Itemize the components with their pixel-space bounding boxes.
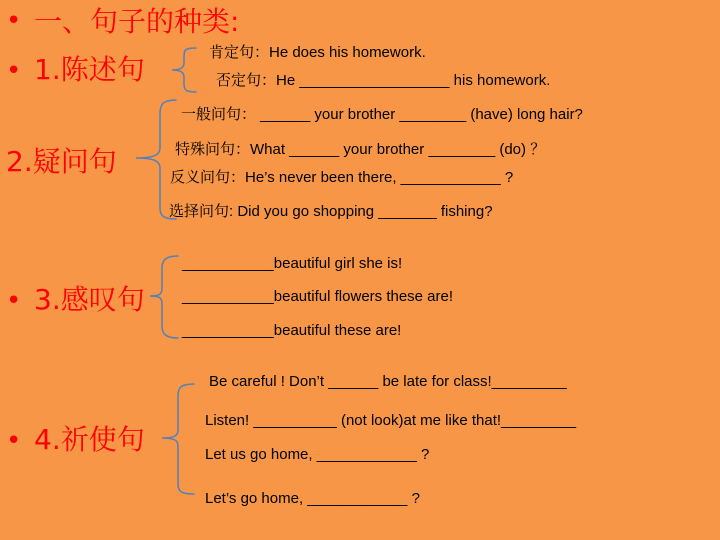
section-4-line-1: Be careful ! Don’t ______ be late for class!_________ <box>209 373 567 390</box>
section-3-heading: 3.感叹句 <box>34 283 145 316</box>
section-3-line-3: ___________beautiful these are! <box>182 322 402 339</box>
section-2-line-3: 反义问句：He’s never been there, ____________ ? <box>170 169 514 186</box>
section-2-heading: 2.疑问句 <box>6 145 117 178</box>
section-2-line-2: 特殊问句：What ______ your brother ________ (do) ？ <box>175 141 546 158</box>
section-3-line-1: ___________beautiful girl she is! <box>182 255 403 272</box>
section-4-line-3: Let us go home, ____________ ? <box>205 446 430 463</box>
section-1-line-2: 否定句：He __________________ his homework. <box>216 72 551 89</box>
section-2-brace <box>136 100 176 219</box>
section-4-heading: 4.祈使句 <box>34 423 145 456</box>
section-4-line-4: Let’s go home, ____________ ? <box>205 490 420 507</box>
section-3-bullet: • <box>6 286 22 316</box>
section-3-line-2: ___________beautiful flowers these are! <box>182 288 454 305</box>
page-title: 一、句子的种类: <box>34 5 240 38</box>
section-4-bullet: • <box>6 426 22 456</box>
section-2-line-1: 一般问句： ______ your brother ________ (have) long hair? <box>181 106 583 123</box>
section-2-line-4: 选择问句: Did you go shopping _______ fishing? <box>169 203 493 220</box>
title-bullet: • <box>6 6 22 36</box>
section-4-line-2: Listen! __________ (not look)at me like that!_________ <box>205 412 577 429</box>
section-1-heading: 1.陈述句 <box>34 53 145 86</box>
section-3-brace <box>150 256 178 338</box>
section-1-brace <box>172 48 196 92</box>
section-1-bullet: • <box>6 56 22 86</box>
section-1-line-1: 肯定句：He does his homework. <box>209 44 426 61</box>
section-4-brace <box>162 384 194 494</box>
